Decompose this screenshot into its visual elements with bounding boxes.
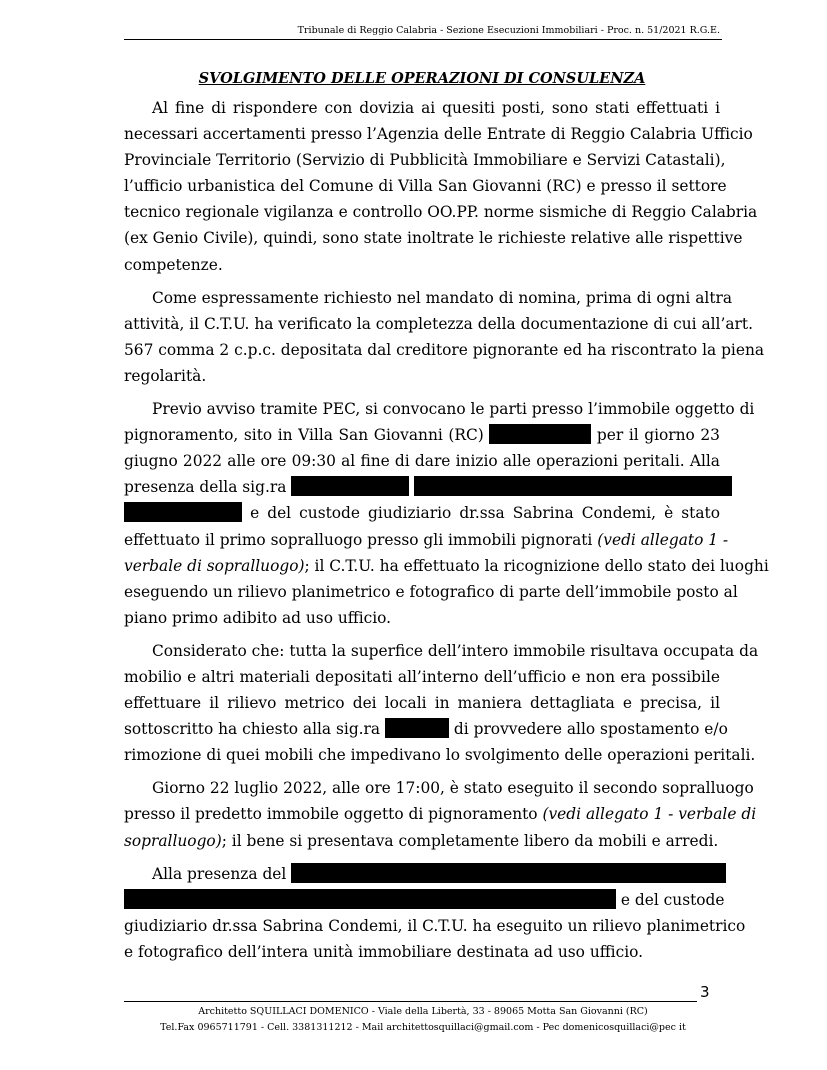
text-segment: sottoscritto ha chiesto alla sig.ra [124, 720, 381, 739]
paragraph-2 [124, 285, 765, 389]
redaction-box [291, 863, 726, 883]
text-line: attività, il C.T.U. ha verificato la completezza della documentazione di cui all’art. [124, 314, 753, 333]
text-line [124, 887, 725, 913]
redaction-box [414, 476, 732, 496]
paragraph-1 [124, 95, 758, 278]
redaction-box [124, 889, 616, 909]
text-segment: Alla presenza del [152, 864, 287, 883]
header-rule [124, 39, 722, 40]
text-segment: ; il bene si presentava completamente libero da mobili e arredi. [221, 831, 719, 850]
text-line [124, 527, 729, 553]
text-line [124, 422, 720, 448]
text-line [124, 500, 720, 526]
redaction-box [291, 476, 409, 496]
section-title: SVOLGIMENTO DELLE OPERAZIONI DI CONSULENZA [198, 70, 646, 87]
text-line [124, 474, 720, 500]
text-line: (ex Genio Civile), quindi, sono state inoltrate le richieste relative alle rispettive [124, 229, 743, 248]
text-segment: ; il C.T.U. ha effettuato la ricognizione dello stato dei luoghi [304, 556, 769, 575]
text-segment: verbale di sopralluogo) [124, 556, 305, 575]
text-line: mobilio e altri materiali depositati all’interno dell’ufficio e non era possibile [124, 667, 720, 686]
text-line: l’ufficio urbanistica del Comune di Villa San Giovanni (RC) e presso il settore [124, 177, 727, 196]
text-segment: (vedi allegato 1 - verbale di [542, 805, 757, 824]
text-line: regolarità. [124, 366, 207, 385]
text-line: e fotografico dell’intera unità immobiliare destinata ad uso ufficio. [124, 942, 644, 961]
text-line: giudiziario dr.ssa Sabrina Condemi, il C.T.U. ha eseguito un rilievo planimetrico [124, 916, 746, 935]
text-line: eseguendo un rilievo planimetrico e fotografico di parte dell’immobile posto al [124, 582, 738, 601]
text-line: competenze. [124, 255, 223, 274]
text-line: tecnico regionale vigilanza e controllo OO.PP. norme sismiche di Reggio Calabria [124, 203, 758, 222]
text-line: Al fine di rispondere con dovizia ai quesiti posti, sono stati effettuati i [152, 99, 720, 117]
text-segment: e del custode [620, 890, 725, 909]
redaction-box [385, 718, 449, 738]
text-segment: sopralluogo) [124, 831, 222, 850]
text-line: effettuare il rilievo metrico dei locali in maniera dettagliata e precisa, il [124, 694, 720, 713]
text-segment: e del custode giudiziario dr.ssa Sabrina Condemi, è stato [250, 504, 720, 523]
text-line: piano primo adibito ad uso ufficio. [124, 608, 392, 627]
text-line [124, 828, 720, 854]
text-segment: presenza della sig.ra [124, 478, 287, 497]
redaction-box [489, 424, 591, 444]
text-segment: (vedi allegato 1 - [597, 530, 729, 549]
text-line: necessari accertamenti presso l’Agenzia delle Entrate di Reggio Calabria Ufficio [124, 125, 753, 144]
text-segment: di provvedere allo spostamento e/o [453, 720, 728, 739]
body-text [124, 95, 769, 965]
page-number: 3 [700, 983, 710, 1001]
text-segment: pignoramento, sito in Villa San Giovanni (RC) [124, 426, 484, 445]
text-line: Giorno 22 luglio 2022, alle ore 17:00, è stato eseguito il secondo sopralluogo [152, 779, 754, 798]
text-segment: per il giorno 23 [596, 426, 720, 445]
text-line: rimozione di quei mobili che impedivano lo svolgimento delle operazioni peritali. [124, 746, 756, 765]
paragraph-6 [124, 861, 746, 965]
redaction-box [124, 502, 242, 522]
footer-contacts: Tel.Fax 0965711791 - Cell. 3381311212 - Mail architettosquillaci@gmail.com - Pec domenicosquillaci@pec it [160, 1022, 686, 1033]
text-line: Come espressamente richiesto nel mandato di nomina, prima di ogni altra [152, 288, 733, 307]
paragraph-3 [124, 396, 769, 631]
text-segment: effettuato il primo sopralluogo presso gli immobili pignorati [124, 530, 593, 549]
text-line: Considerato che: tutta la superfice dell’intero immobile risultava occupata da [152, 641, 759, 660]
text-line: Provinciale Territorio (Servizio di Pubblicità Immobiliare e Servizi Catastali), [124, 151, 726, 170]
text-line [124, 861, 720, 887]
running-header: Tribunale di Reggio Calabria - Sezione Esecuzioni Immobiliari - Proc. n. 51/2021 R.G.E. [297, 25, 720, 36]
text-line: Previo avviso tramite PEC, si convocano le parti presso l’immobile oggetto di [152, 400, 755, 419]
text-line [124, 716, 728, 742]
paragraph-4 [124, 638, 759, 768]
text-line: 567 comma 2 c.p.c. depositata dal creditore pignorante ed ha riscontrato la piena [124, 340, 765, 359]
footer-rule [124, 1001, 697, 1002]
paragraph-5 [124, 775, 757, 853]
text-line [124, 553, 769, 579]
text-line: giugno 2022 alle ore 09:30 al fine di dare inizio alle operazioni peritali. Alla [124, 452, 720, 471]
text-line [124, 801, 757, 827]
footer-address: Architetto SQUILLACI DOMENICO - Viale della Libertà, 33 - 89065 Motta San Giovanni (RC) [198, 1006, 648, 1017]
text-segment: presso il predetto immobile oggetto di pignoramento [124, 805, 538, 824]
